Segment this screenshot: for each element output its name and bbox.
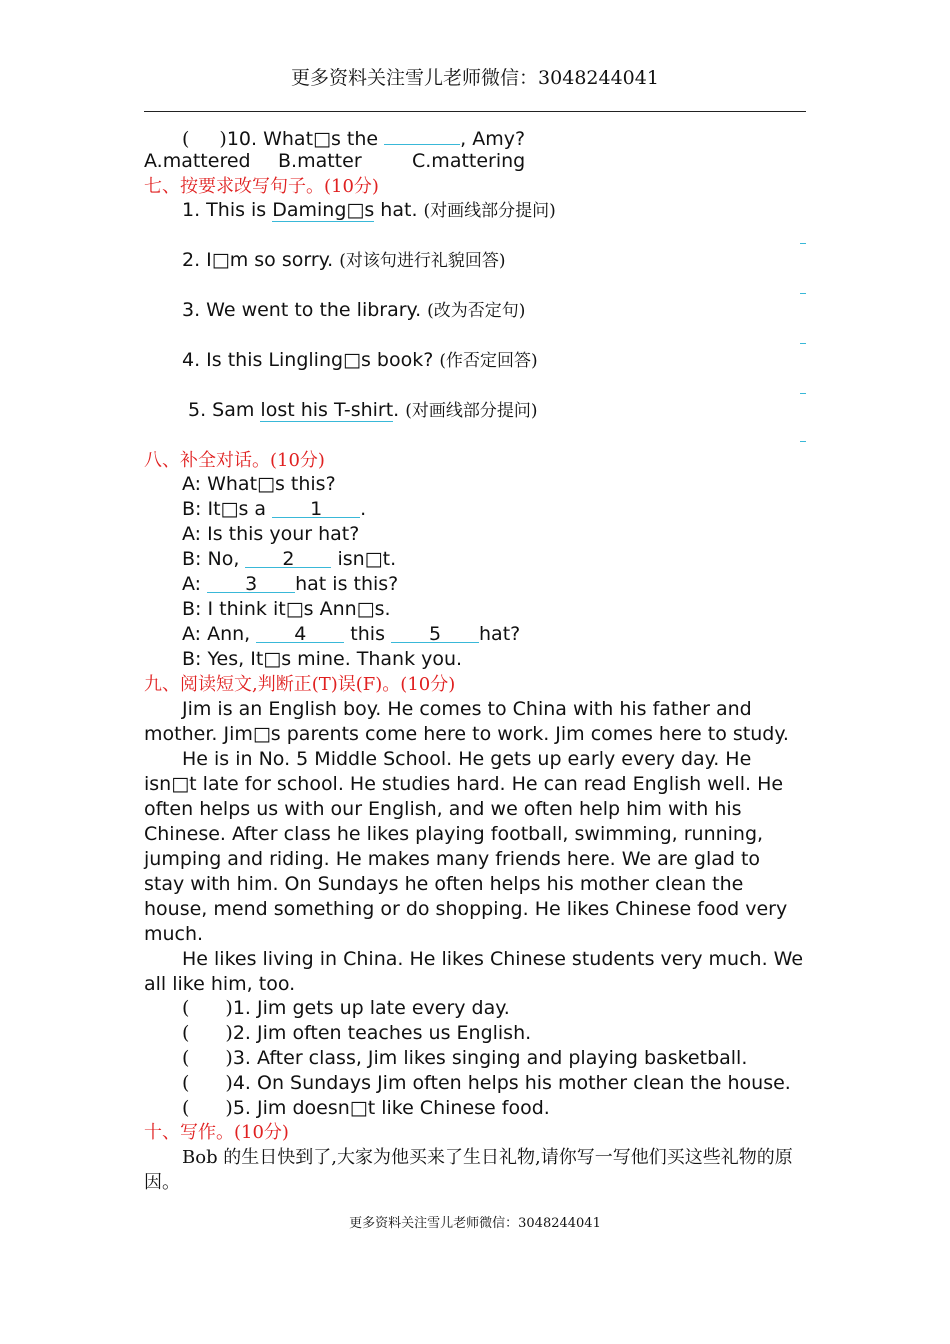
page-footer: 更多资料关注雪儿老师微信：3048244041 xyxy=(349,1216,601,1231)
passage-paragraph: He is in No. 5 Middle School. He gets up early every day. He isn□t late for school. He studies hard. He can read English well. He often helps us with our English, and we often help him with his Chinese. After class he likes playing football, swimming, running, jumping and riding. He makes many friends here. We are glad to stay with him. On Sundays he often helps his mother clean the house, mend something or do shopping. He likes Chinese food very much. xyxy=(144,748,788,945)
passage-paragraph: Jim is an English boy. He comes to China with his father and mother. Jim□s parents come here to work. Jim comes here to study. xyxy=(144,698,789,745)
reading-passage xyxy=(144,697,806,997)
fill-blank-2[interactable]: 2 xyxy=(245,547,331,568)
dialogue-line: A: Is this your hat? xyxy=(182,523,360,545)
tf-item: ( )4. On Sundays Jim often helps his mother clean the house. xyxy=(182,1072,791,1094)
rewrite-item: 2. I□m so sorry. (对该句进行礼貌回答) xyxy=(182,249,506,271)
dialogue-line: B: It□s a 1 . xyxy=(182,498,367,520)
section-9-title: 九、阅读短文,判断正(T)误(F)。(10分) xyxy=(144,674,456,695)
tf-item: ( )3. After class, Jim likes singing and playing basketball. xyxy=(182,1047,748,1069)
rewrite-item: 1. This is Daming□s hat. (对画线部分提问) xyxy=(182,199,556,221)
answer-line-mark xyxy=(800,243,806,244)
question-10: ( )10. What□s the , Amy? xyxy=(182,124,525,152)
passage-paragraph: He likes living in China. He likes Chinese students very much. We all like him, too. xyxy=(144,948,804,995)
dialogue-line: A: What□s this? xyxy=(182,473,336,495)
answer-line-mark xyxy=(800,293,806,294)
tf-item: ( )5. Jim doesn□t like Chinese food. xyxy=(182,1097,550,1119)
fill-blank-3[interactable]: 3 xyxy=(207,572,295,593)
tf-item: ( )2. Jim often teaches us English. xyxy=(182,1022,532,1044)
dialogue-line: B: I think it□s Ann□s. xyxy=(182,598,391,620)
section-10-title: 十、写作。(10分) xyxy=(144,1122,289,1143)
answer-line-mark xyxy=(800,441,806,442)
q10-option-b: B.matter xyxy=(278,150,362,172)
answer-line-mark xyxy=(800,393,806,394)
section-7-title: 七、按要求改写句子。(10分) xyxy=(144,176,379,197)
answer-line-mark xyxy=(800,343,806,344)
section-8-title: 八、补全对话。(10分) xyxy=(144,450,325,471)
writing-prompt: Bob 的生日快到了,大家为他买来了生日礼物,请你写一写他们买这些礼物的原因。 xyxy=(144,1147,793,1193)
page-header: 更多资料关注雪儿老师微信：3048244041 xyxy=(291,67,659,89)
dialogue-line: B: Yes, It□s mine. Thank you. xyxy=(182,648,463,670)
header-divider xyxy=(144,111,806,112)
dialogue-line: A: Ann, 4 this 5 hat? xyxy=(182,623,521,645)
rewrite-item: 4. Is this Lingling□s book? (作否定回答) xyxy=(182,349,538,371)
fill-blank-5[interactable]: 5 xyxy=(391,622,479,643)
rewrite-item: 5. Sam lost his T-shirt. (对画线部分提问) xyxy=(188,399,538,421)
fill-blank-1[interactable]: 1 xyxy=(272,497,360,518)
tf-item: ( )1. Jim gets up late every day. xyxy=(182,997,510,1019)
fill-blank[interactable] xyxy=(384,124,460,145)
q10-option-c: C.mattering xyxy=(412,150,526,172)
fill-blank-4[interactable]: 4 xyxy=(256,622,344,643)
dialogue-line: B: No, 2 isn□t. xyxy=(182,548,397,570)
rewrite-item: 3. We went to the library. (改为否定句) xyxy=(182,299,526,321)
dialogue-line: A: 3 hat is this? xyxy=(182,573,399,595)
q10-option-a: A.mattered xyxy=(144,150,251,172)
